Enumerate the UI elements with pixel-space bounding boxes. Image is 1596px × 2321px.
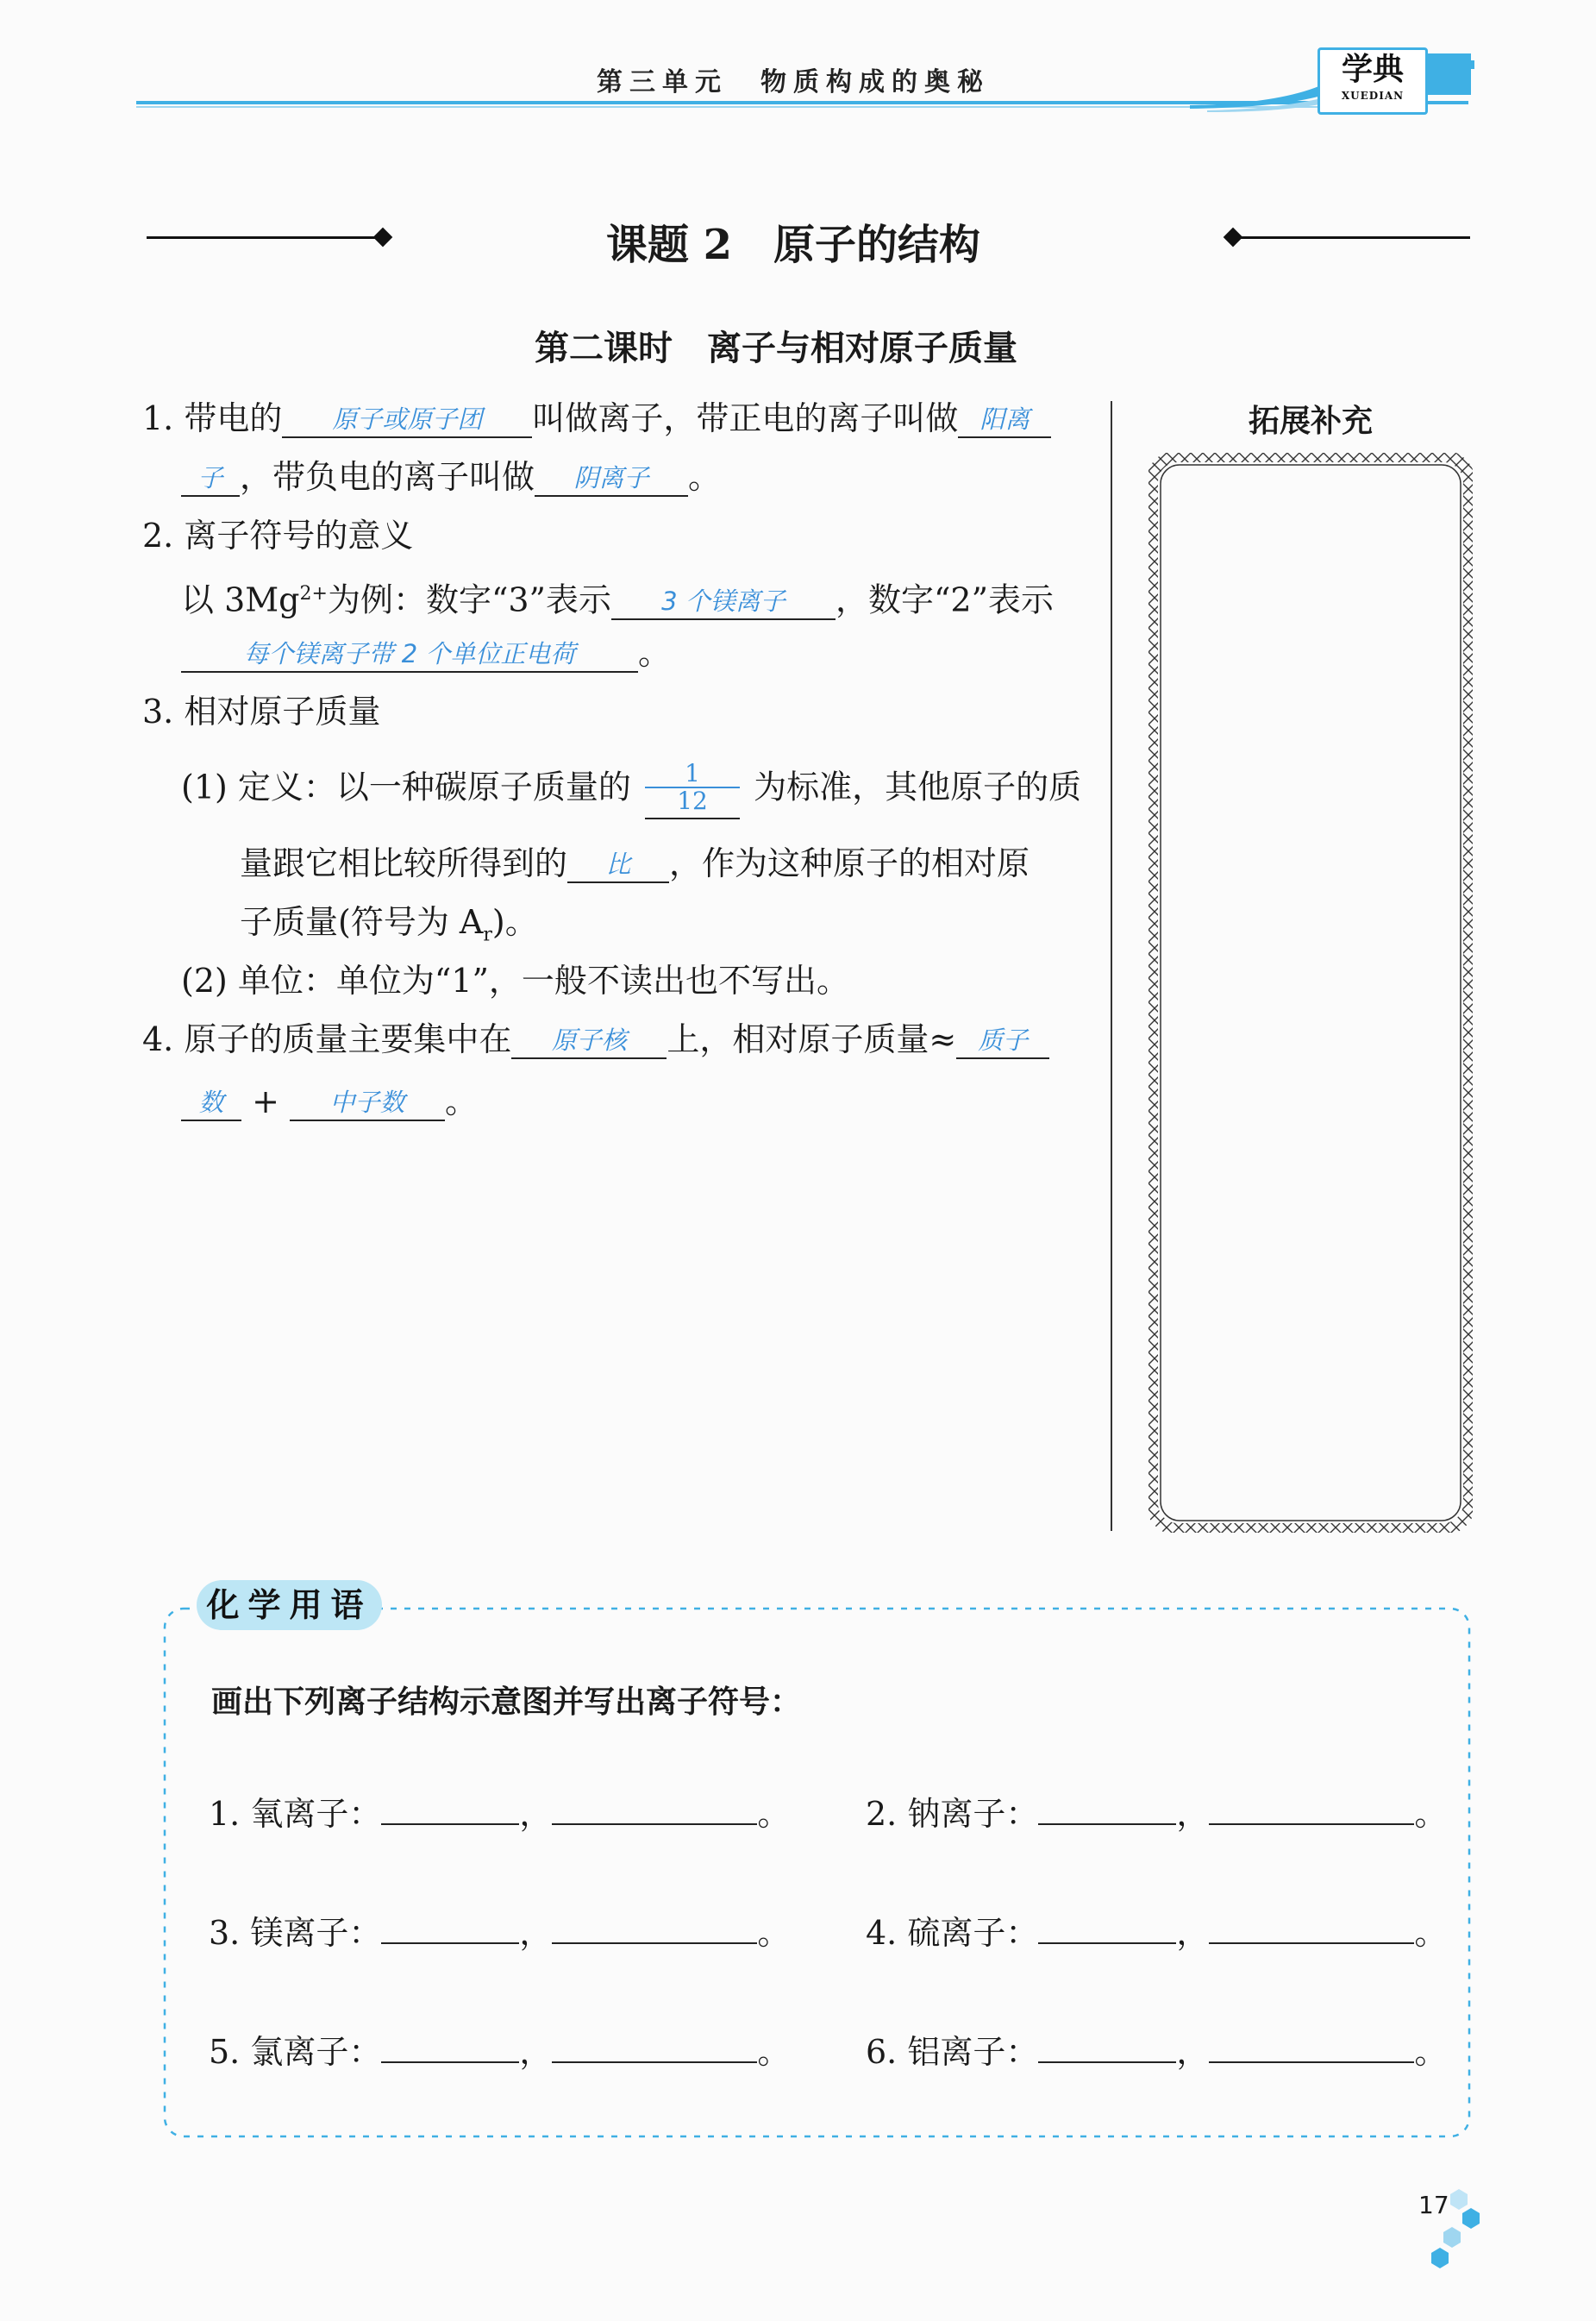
page-number: 17 xyxy=(1418,2191,1449,2219)
q3-def-line3 xyxy=(240,902,538,956)
term-label: 5. 氯离子： xyxy=(209,2033,382,2071)
fraction-denominator: 12 xyxy=(677,787,708,815)
q4-line1 xyxy=(142,1019,1049,1059)
brand-logo xyxy=(1317,47,1428,115)
q3-symbol-sub: r xyxy=(483,924,492,946)
q1-blank-cation-part1[interactable]: 阳离 xyxy=(958,402,1051,438)
symbol-blank[interactable] xyxy=(1209,1913,1414,1944)
period: 。 xyxy=(1414,2033,1448,2071)
period: 。 xyxy=(757,1914,791,1952)
q3-blank-fraction[interactable] xyxy=(645,761,740,819)
q3-blank-ratio[interactable]: 比 xyxy=(567,847,669,883)
q2-text-b: 为例：数字“3”表示 xyxy=(327,580,611,619)
symbol-blank[interactable] xyxy=(552,1913,757,1944)
diagram-blank[interactable] xyxy=(1038,1913,1176,1944)
q4-blank-nucleus[interactable]: 原子核 xyxy=(511,1023,667,1059)
extension-title: 拓展补充 xyxy=(1248,404,1373,439)
column-divider xyxy=(1111,401,1112,1531)
q2-blank-meaning-2[interactable]: 每个镁离子带 2 个单位正电荷 xyxy=(181,637,638,673)
symbol-blank[interactable] xyxy=(552,1794,757,1825)
q4-blank-protons-part1[interactable]: 质子 xyxy=(956,1023,1049,1059)
extension-notes-frame[interactable] xyxy=(1148,453,1473,1533)
term-label: 3. 镁离子： xyxy=(209,1914,382,1952)
q2-text-d: 。 xyxy=(638,634,672,672)
q2-heading: 2. 离子符号的意义 xyxy=(142,517,414,555)
comma: ， xyxy=(519,1795,553,1833)
term-label: 6. 铝离子： xyxy=(866,2033,1039,2071)
q1-text-b: 叫做离子，带正电的离子叫做 xyxy=(532,399,959,437)
q2-line2 xyxy=(181,633,671,673)
symbol-blank[interactable] xyxy=(1209,2032,1414,2063)
diagram-blank[interactable] xyxy=(1038,1794,1176,1825)
term-label: 2. 钠离子： xyxy=(866,1795,1039,1833)
q3-def-text-b: 为标准，其他原子的质 xyxy=(754,768,1082,806)
q3-def-text-d: ，作为这种原子的相对原 xyxy=(669,844,1030,882)
q4-text-d: 。 xyxy=(445,1082,479,1120)
q2-text-a: 以 3Mg xyxy=(181,580,300,619)
brand-subtitle: XUEDIAN xyxy=(1341,90,1405,102)
comma: ， xyxy=(519,1914,553,1952)
comma: ， xyxy=(1176,1914,1210,1952)
brand-tab xyxy=(1424,53,1471,95)
term-item-chloride-ion xyxy=(209,2032,790,2072)
q1-blank-cation-part2[interactable]: 子 xyxy=(181,461,240,497)
q1-blank-anion[interactable]: 阴离子 xyxy=(535,461,688,497)
q1-text-a: 1. 带电的 xyxy=(142,399,283,437)
header-rule-thin xyxy=(136,106,1326,108)
symbol-blank[interactable] xyxy=(1209,1794,1414,1825)
comma: ， xyxy=(1176,2033,1210,2071)
lesson-title: 课题 2 原子的结构 xyxy=(605,221,981,269)
comma: ， xyxy=(519,2033,553,2071)
q2-blank-meaning-3[interactable]: 3 个镁离子 xyxy=(611,584,836,620)
q3-heading: 3. 相对原子质量 xyxy=(142,693,381,731)
period: 。 xyxy=(757,1795,791,1833)
term-label: 4. 硫离子： xyxy=(866,1914,1039,1952)
q2-text-c: ，数字“2”表示 xyxy=(835,580,1054,619)
q3-def-text-a: (1) 定义：以一种碳原子质量的 xyxy=(181,768,631,806)
period: 。 xyxy=(757,2033,791,2071)
title-rule-left xyxy=(147,236,379,239)
q1-line1 xyxy=(142,398,1051,438)
q1-text-c: ，带负电的离子叫做 xyxy=(240,458,535,496)
term-item-aluminum-ion xyxy=(866,2032,1447,2072)
term-item-oxygen-ion xyxy=(209,1794,790,1834)
title-rule-right xyxy=(1237,236,1470,239)
diagram-blank[interactable] xyxy=(381,1913,519,1944)
diagram-blank[interactable] xyxy=(1038,2032,1176,2063)
q1-text-d: 。 xyxy=(688,458,722,496)
period: 。 xyxy=(1414,1914,1448,1952)
q3-def-line1 xyxy=(181,761,1081,819)
unit-header-title: 第三单元 物质构成的奥秘 xyxy=(597,67,990,97)
fraction-answer-line xyxy=(645,818,740,819)
symbol-blank[interactable] xyxy=(552,2032,757,2063)
q4-blank-protons-part2[interactable]: 数 xyxy=(181,1085,241,1121)
terminology-badge-text: 化学用语 xyxy=(206,1586,372,1624)
q4-text-a: 4. 原子的质量主要集中在 xyxy=(142,1020,512,1058)
terminology-instruction: 画出下列离子结构示意图并写出离子符号： xyxy=(211,1684,802,1720)
q4-text-b: 上，相对原子质量≈ xyxy=(667,1020,957,1058)
q2-charge-sup: 2+ xyxy=(299,583,328,605)
comma: ， xyxy=(1176,1795,1210,1833)
term-item-magnesium-ion xyxy=(209,1913,790,1953)
lesson-subtitle: 第二课时 离子与相对原子质量 xyxy=(535,329,1017,368)
q3-def-line2 xyxy=(240,844,1030,883)
brand-title: 学典 xyxy=(1341,51,1404,87)
diagram-blank[interactable] xyxy=(381,2032,519,2063)
q3-def-text-f: )。 xyxy=(491,903,538,941)
q4-line2 xyxy=(181,1082,478,1121)
period: 。 xyxy=(1414,1795,1448,1833)
title-diamond-left xyxy=(373,228,393,248)
q3-unit-line: (2) 单位：单位为“1”，一般不读出也不写出。 xyxy=(181,962,849,1000)
term-item-sodium-ion xyxy=(866,1794,1447,1834)
q3-def-text-e: 子质量(符号为 A xyxy=(240,903,484,941)
fraction-numerator: 1 xyxy=(645,761,740,788)
q2-line1 xyxy=(181,574,1054,620)
q3-def-text-c: 量跟它相比较所得到的 xyxy=(240,844,568,882)
term-label: 1. 氧离子： xyxy=(209,1795,382,1833)
q1-blank-ion[interactable]: 原子或原子团 xyxy=(282,402,532,438)
term-item-sulfur-ion xyxy=(866,1913,1447,1953)
diagram-blank[interactable] xyxy=(381,1794,519,1825)
q4-plus-sign: + xyxy=(252,1082,279,1120)
q1-line2 xyxy=(181,457,721,497)
q4-blank-neutrons[interactable]: 中子数 xyxy=(290,1085,445,1121)
terminology-badge xyxy=(197,1580,382,1630)
